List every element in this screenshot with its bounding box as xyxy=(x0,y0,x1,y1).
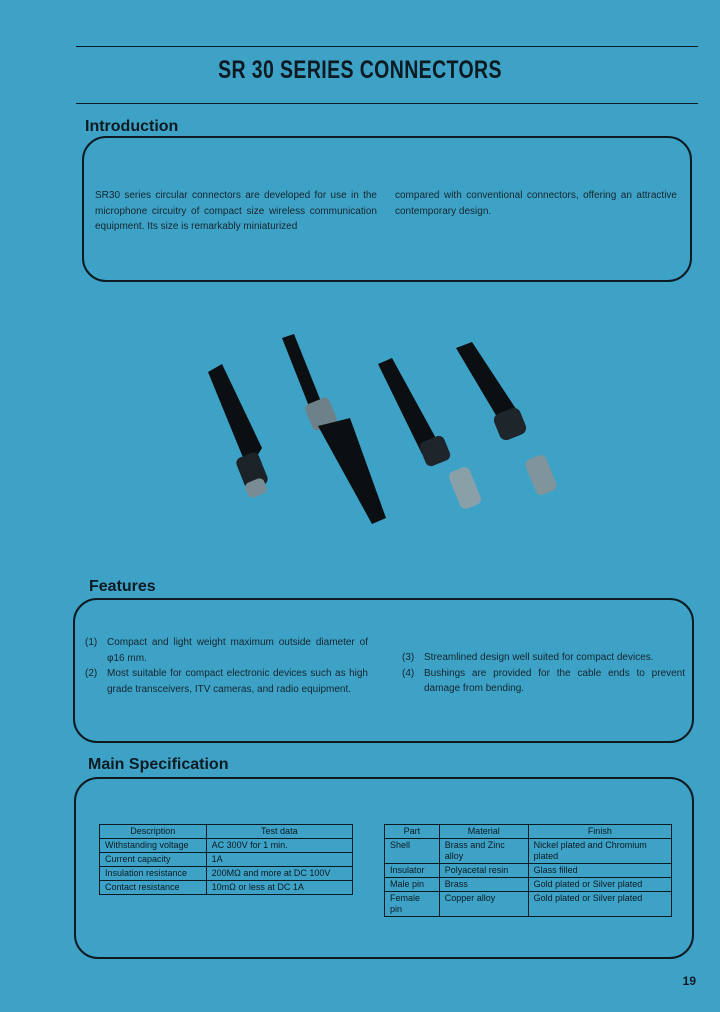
table-cell: AC 300V for 1 min. xyxy=(206,839,352,853)
page-number: 19 xyxy=(682,974,696,988)
features-left-column xyxy=(85,635,368,697)
table-row xyxy=(385,864,672,878)
table-row xyxy=(100,881,353,895)
table-cell: Current capacity xyxy=(100,853,207,867)
features-heading: Features xyxy=(89,578,156,595)
table-cell: 10mΩ or less at DC 1A xyxy=(206,881,352,895)
table-cell: Brass and Zinc alloy xyxy=(439,839,528,864)
feature-item xyxy=(402,666,685,697)
table-cell: Insulator xyxy=(385,864,440,878)
connector-photo xyxy=(200,330,580,530)
top-rule xyxy=(76,46,698,47)
table-cell: Gold plated or Silver plated xyxy=(528,892,671,917)
connector-3 xyxy=(378,358,483,511)
connector-4 xyxy=(456,342,558,497)
table-cell: Female pin xyxy=(385,892,440,917)
table-header: Material xyxy=(439,825,528,839)
feature-number: (2) xyxy=(85,668,98,679)
table-cell: Withstanding voltage xyxy=(100,839,207,853)
table-cell: Shell xyxy=(385,839,440,864)
table-cell: Contact resistance xyxy=(100,881,207,895)
table-row xyxy=(385,878,672,892)
table-cell: 200MΩ and more at DC 100V xyxy=(206,867,352,881)
feature-text: Bushings are provided for the cable ends to prevent damage from bending. xyxy=(424,667,685,694)
feature-item xyxy=(85,666,368,697)
features-right-column xyxy=(402,650,685,697)
connector-1 xyxy=(208,364,269,499)
table-cell: Male pin xyxy=(385,878,440,892)
table-row xyxy=(100,867,353,881)
material-spec-table xyxy=(384,824,672,917)
table-header-row xyxy=(100,825,353,839)
table-cell: Glass filled xyxy=(528,864,671,878)
table-row xyxy=(100,839,353,853)
feature-text: Streamlined design well suited for compact devices. xyxy=(424,652,654,663)
table-cell: Nickel plated and Chromium plated xyxy=(528,839,671,864)
introduction-right-text: compared with conventional connectors, offering an attractive contemporary design. xyxy=(395,190,677,217)
feature-text: Compact and light weight maximum outside diameter of φ16 mm. xyxy=(107,637,368,664)
table-header: Description xyxy=(100,825,207,839)
page-title: SR 30 SERIES CONNECTORS xyxy=(218,56,502,84)
table-cell: Copper alloy xyxy=(439,892,528,917)
introduction-left-text: SR30 series circular connectors are developed for use in the microphone circuitry of compact size wireless communication equipment. Its size is remarkably miniaturized xyxy=(95,190,377,232)
connector-2 xyxy=(282,334,386,524)
table-row xyxy=(385,839,672,864)
introduction-heading: Introduction xyxy=(85,118,179,135)
feature-item xyxy=(85,635,368,666)
table-cell: Brass xyxy=(439,878,528,892)
table-header-row xyxy=(385,825,672,839)
feature-number: (1) xyxy=(85,637,98,648)
electrical-spec-table xyxy=(99,824,353,895)
table-header: Finish xyxy=(528,825,671,839)
table-header: Part xyxy=(385,825,440,839)
feature-item xyxy=(402,650,685,666)
feature-number: (4) xyxy=(402,667,415,679)
table-cell: Polyacetal resin xyxy=(439,864,528,878)
specification-heading: Main Specification xyxy=(88,756,229,773)
title-rule xyxy=(76,103,698,104)
table-row xyxy=(385,892,672,917)
feature-number: (3) xyxy=(402,652,415,663)
table-row xyxy=(100,853,353,867)
table-cell: Gold plated or Silver plated xyxy=(528,878,671,892)
table-cell: Insulation resistance xyxy=(100,867,207,881)
table-cell: 1A xyxy=(206,853,352,867)
feature-text: Most suitable for compact electronic devices such as high grade transceivers, ITV cameras, and radio equipment. xyxy=(107,668,368,695)
table-header: Test data xyxy=(206,825,352,839)
